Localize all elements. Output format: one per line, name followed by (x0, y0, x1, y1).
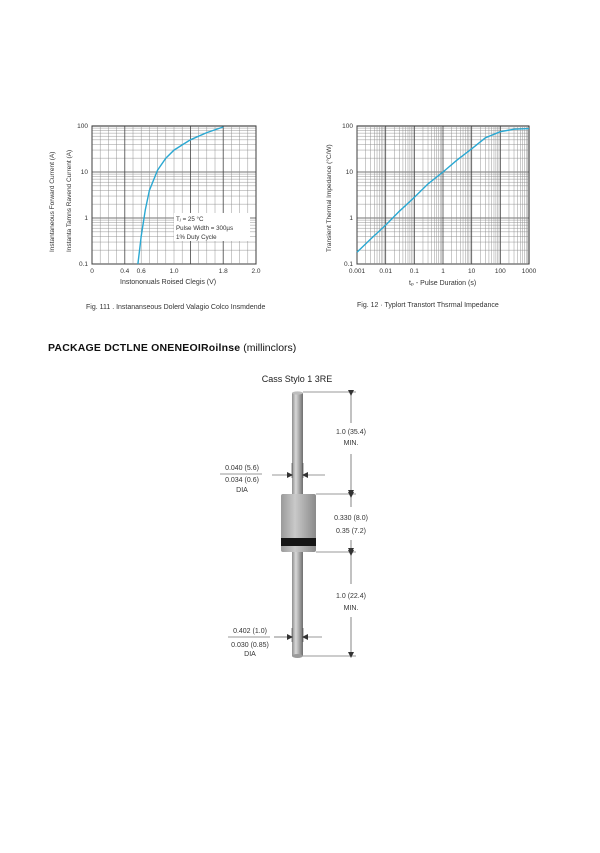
chart2-xlabel: tₚ - Pulse Duration (s) (409, 280, 477, 287)
bottom-lead-length-1: 1.0 (22.4) (336, 593, 366, 600)
package-drawing (0, 360, 600, 680)
chart1-xtick-label: 0 (90, 268, 94, 275)
chart2-ytick-label: 0.1 (343, 261, 353, 268)
chart2-ytick-label: 1 (349, 215, 353, 222)
chart1-ytick-label: 100 (77, 123, 88, 130)
chart2-plot (342, 123, 537, 275)
chart1-ylabel-2: Instanta Tamns Ravend Current (A) (66, 149, 73, 252)
chart1-xtick-label: 1.0 (169, 268, 179, 275)
package-outline-title-units: (millinclors) (243, 342, 297, 354)
body-length-2: 0.35 (7.2) (336, 528, 366, 535)
top-lead-cap (292, 391, 303, 394)
chart2-xtick-label: 0.001 (348, 268, 366, 275)
chart2-xtick-label: 100 (494, 268, 506, 275)
top-dia-min: 0.034 (0.6) (225, 477, 259, 484)
package-outline-title (48, 342, 296, 354)
top-dia-max: 0.040 (5.6) (225, 465, 259, 472)
chart1-ytick-label: 1 (84, 215, 88, 222)
chart1-annotation: Pulse Width = 300µs (176, 225, 234, 232)
bottom-dia-max: 0.402 (1.0) (233, 628, 267, 635)
chart1-ylabel-1: Instantaneous Forward Current (A) (49, 151, 56, 252)
top-dia-label: DIA (236, 487, 248, 494)
chart2-xtick-label: 0.1 (409, 268, 419, 275)
bottom-dia-label: DIA (244, 651, 256, 658)
chart1-annotation: Tⱼ = 25 °C (176, 216, 204, 223)
chart1-xtick-label: 0.6 (136, 268, 146, 275)
chart2-xtick-label: 0.01 (379, 268, 392, 275)
chart2-ytick-label: 10 (345, 169, 353, 176)
chart1-caption: Fig. 111 . Instananseous Dolerd Valagio Colco Insmdende (86, 304, 266, 311)
chart1-xtick-label: 0.4 (120, 268, 130, 275)
package-outline-title-bold: PACKAGE DCTLNE ONENEOIRoilnse (48, 342, 241, 354)
case-style-label: Cass Stylo 1 3RE (261, 374, 333, 384)
top-lead-length-2: MIN. (343, 440, 359, 447)
chart2-xtick-label: 10 (468, 268, 476, 275)
bottom-lead-length-2: MIN. (343, 605, 359, 612)
cathode-band (281, 538, 316, 546)
bottom-lead (292, 552, 303, 656)
chart1-xlabel: Instononuals Roised Clegis (V) (120, 279, 217, 286)
top-lead (292, 393, 303, 495)
chart1-ytick-label: 0.1 (78, 261, 88, 268)
chart1-xtick-label: 1.8 (218, 268, 228, 275)
chart1-plot (77, 123, 261, 275)
chart1-ytick-label: 10 (80, 169, 88, 176)
chart2-xtick-label: 1 (441, 268, 445, 275)
body-length-1: 0.330 (8.0) (334, 515, 368, 522)
chart1-xtick-label: 2.0 (251, 268, 261, 275)
bottom-dia-min: 0.030 (0.85) (231, 642, 269, 649)
top-lead-length-1: 1.0 (35.4) (336, 429, 366, 436)
chart2-caption: Fig. 12 · Typlort Transtort Thsrmal Impedance (357, 302, 499, 309)
chart2-xtick-label: 1000 (521, 268, 537, 275)
chart1-annotation: 1% Duty Cycle (176, 234, 217, 241)
chart2-ylabel: Transient Thermal Impedance (°C/W) (326, 144, 333, 252)
chart2-ytick-label: 100 (342, 123, 353, 130)
bottom-lead-cap (292, 654, 303, 658)
